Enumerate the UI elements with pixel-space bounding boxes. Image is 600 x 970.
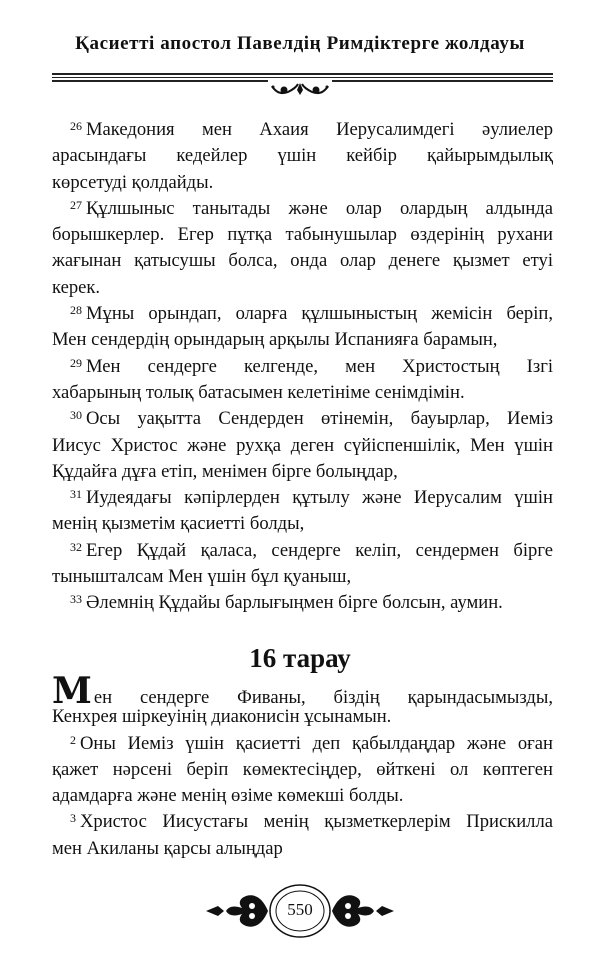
verse-line: мен Акиланы қарсы алыңдар bbox=[52, 837, 283, 859]
verse-line: $^{27}$ Құлшыныс танытады және олар олардың алдында bbox=[70, 197, 553, 219]
verse-number: 28 bbox=[70, 303, 82, 318]
verse-line: керек. bbox=[52, 276, 101, 298]
verse-number: 33 bbox=[70, 592, 82, 607]
verse-line: жағынан қатысушы болса, онда олар денеге қызмет етуі bbox=[52, 250, 553, 272]
header-ornament-icon bbox=[268, 80, 332, 98]
drop-cap: М bbox=[52, 670, 92, 712]
verse-number: 2 bbox=[70, 732, 76, 747]
verse-number: 30 bbox=[70, 408, 82, 423]
verse-line: хабарының толық батасымен келетініме сенімдімін. bbox=[52, 381, 465, 403]
verse-line: Құдайға дұға етіп, менімен бірге болыңдар, bbox=[52, 460, 398, 482]
verse-line: Иисус Христос және рухқа деген сүйіспеншілік, Мен үшін bbox=[52, 434, 553, 456]
running-header-title: Қасиетті апостол Павелдің Римдіктерге жолдауы bbox=[75, 33, 525, 54]
verse-line: $^{29}$ Мен сендерге келгенде, мен Христостың Ізгі bbox=[70, 355, 553, 377]
verse-line: борышкерлер. Егер пұтқа табынушылар өздерінің рухани bbox=[52, 224, 553, 246]
verse-line: Мен сендерге Фиваны, біздің қарындасымызды, bbox=[52, 670, 553, 712]
verse-number: 32 bbox=[70, 539, 82, 554]
verse-line: $^{26}$ Македония мен Ахаия Иерусалимдегі әулиелер bbox=[70, 119, 553, 140]
verses-chapter-15 bbox=[52, 117, 553, 617]
verse-line: менің қызметім қасиетті болды, bbox=[52, 513, 305, 535]
verse-number: 27 bbox=[70, 197, 82, 212]
verse-line: адамдарға және менің өзіме көмекші болды. bbox=[52, 785, 404, 807]
page-number-ornament bbox=[200, 880, 400, 942]
verse-line: Мен сендердің орындарың арқылы Испанияға барамын, bbox=[52, 329, 498, 351]
verse-line: $^3$ Христос Иисустағы менің қызметкерлерім Прискилла bbox=[70, 811, 553, 833]
verse-line: $^{32}$ Егер Құдай қаласа, сендерге келіп, сендермен бірге bbox=[70, 539, 553, 561]
verse-number: 3 bbox=[70, 811, 76, 826]
page-number: 550 bbox=[287, 900, 313, 919]
verse-number: 29 bbox=[70, 355, 82, 370]
verse-line: $^{28}$ Мұны орындап, оларға құлшыныстың жемісін беріп, bbox=[70, 303, 553, 325]
verse-line: тыныштaлсам Мен үшін бұл қуаныш, bbox=[52, 566, 352, 588]
verse-line: Кенхрея шіркеуінің диаконисін ұсынамын. bbox=[52, 706, 392, 728]
verse-line: $^{33}$ Әлемнің Құдайы барлығыңмен бірге болсын, аумин. bbox=[70, 592, 503, 614]
verse-line: $^{31}$ Иудеядағы кәпірлерден құтылу және Иерусалим үшін bbox=[70, 487, 553, 509]
verse-line: арасындағы кедейлер үшін кейбір қайырымдылық bbox=[52, 145, 553, 167]
verse-line: $^{30}$ Осы уақытта Сендерден өтінемін, бауырлар, Иеміз bbox=[70, 408, 553, 430]
verse-number: 31 bbox=[70, 487, 82, 502]
verse-line: қажет нәрсені беріп көмектесіңдер, өйткені ол көптеген bbox=[52, 758, 553, 780]
verse-number: 26 bbox=[70, 119, 82, 133]
chapter-heading: 16 тарау bbox=[249, 643, 351, 673]
verse-line: көрсетуді қолдайды. bbox=[52, 171, 214, 193]
verse-line: $^2$ Оны Иеміз үшін қасиетті деп қабылдаңдар және оған bbox=[70, 732, 553, 754]
verses-chapter-16 bbox=[52, 670, 553, 862]
